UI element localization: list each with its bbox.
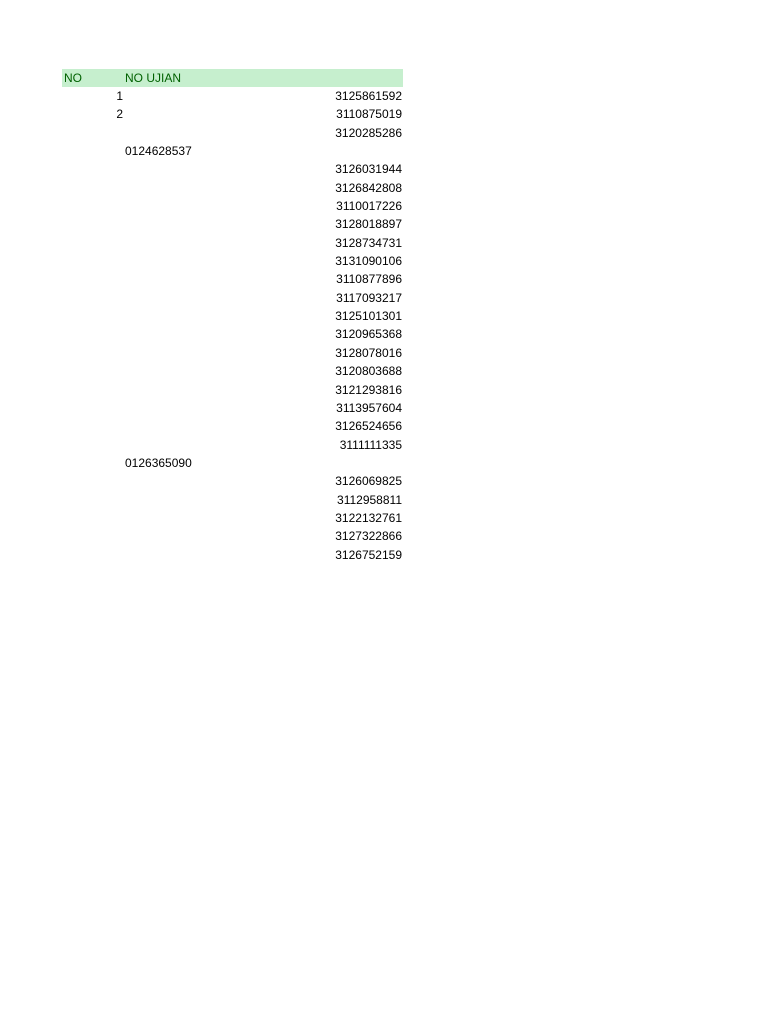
cell-number-value[interactable]: 3120965368 — [335, 327, 402, 342]
cell-number-value[interactable]: 3120285286 — [335, 125, 402, 140]
cell-number-value[interactable]: 3117093217 — [336, 290, 402, 305]
cell-number-value[interactable]: 3110877896 — [336, 272, 402, 287]
table-row — [62, 142, 403, 160]
table-row — [62, 270, 403, 288]
table-row — [62, 546, 403, 564]
table-row — [62, 509, 403, 527]
cell-number-value[interactable]: 3131090106 — [335, 254, 402, 269]
cell-number-value[interactable]: 3111111335 — [339, 437, 402, 452]
cell-text-value[interactable]: 0124628537 — [125, 144, 192, 159]
cell-number-value[interactable]: 3110875019 — [336, 107, 402, 122]
cell-number-value[interactable]: 3113957604 — [336, 400, 402, 415]
table-row — [62, 124, 403, 142]
table-row — [62, 399, 403, 417]
cell-number-value[interactable]: 3121293816 — [335, 382, 402, 397]
cell-number-value[interactable]: 3120803688 — [335, 364, 402, 379]
table-row — [62, 472, 403, 490]
table-row — [62, 436, 403, 454]
cell-number-value[interactable]: 3126842808 — [335, 180, 402, 195]
spreadsheet-table — [62, 69, 403, 564]
table-body — [62, 87, 403, 564]
table-row — [62, 417, 403, 435]
cell-text-value[interactable]: 0126365090 — [125, 455, 192, 470]
table-row — [62, 179, 403, 197]
cell-number-value[interactable]: 3122132761 — [335, 510, 402, 525]
table-row — [62, 381, 403, 399]
cell-number-value[interactable]: 3125101301 — [335, 309, 402, 324]
cell-number-value[interactable]: 3126524656 — [335, 419, 402, 434]
header-row — [62, 69, 403, 87]
cell-number-value[interactable]: 3110017226 — [336, 199, 402, 214]
table-row — [62, 87, 403, 105]
header-no-ujian[interactable]: NO UJIAN — [125, 71, 182, 85]
table-row — [62, 197, 403, 215]
cell-number-value[interactable]: 3128734731 — [335, 235, 402, 250]
cell-number-value[interactable]: 3128018897 — [335, 217, 402, 232]
cell-number-value[interactable]: 3112958811 — [337, 492, 402, 507]
table-row — [62, 234, 403, 252]
cell-no[interactable]: 2 — [116, 107, 123, 122]
cell-number-value[interactable]: 3127322866 — [335, 529, 402, 544]
cell-number-value[interactable]: 3126752159 — [335, 547, 402, 562]
table-row — [62, 362, 403, 380]
header-no[interactable]: NO — [64, 71, 82, 85]
table-row — [62, 215, 403, 233]
table-row — [62, 527, 403, 545]
table-row — [62, 344, 403, 362]
table-row — [62, 252, 403, 270]
cell-no[interactable]: 1 — [116, 89, 123, 103]
table-row — [62, 325, 403, 343]
cell-number-value[interactable]: 3126069825 — [335, 474, 402, 489]
table-row — [62, 454, 403, 472]
cell-number-value[interactable]: 3128078016 — [335, 345, 402, 360]
table-row — [62, 105, 403, 123]
table-row — [62, 491, 403, 509]
cell-number-value[interactable]: 3126031944 — [335, 162, 402, 177]
table-row — [62, 307, 403, 325]
table-row — [62, 160, 403, 178]
cell-number-value[interactable]: 3125861592 — [335, 89, 402, 103]
table-row — [62, 289, 403, 307]
